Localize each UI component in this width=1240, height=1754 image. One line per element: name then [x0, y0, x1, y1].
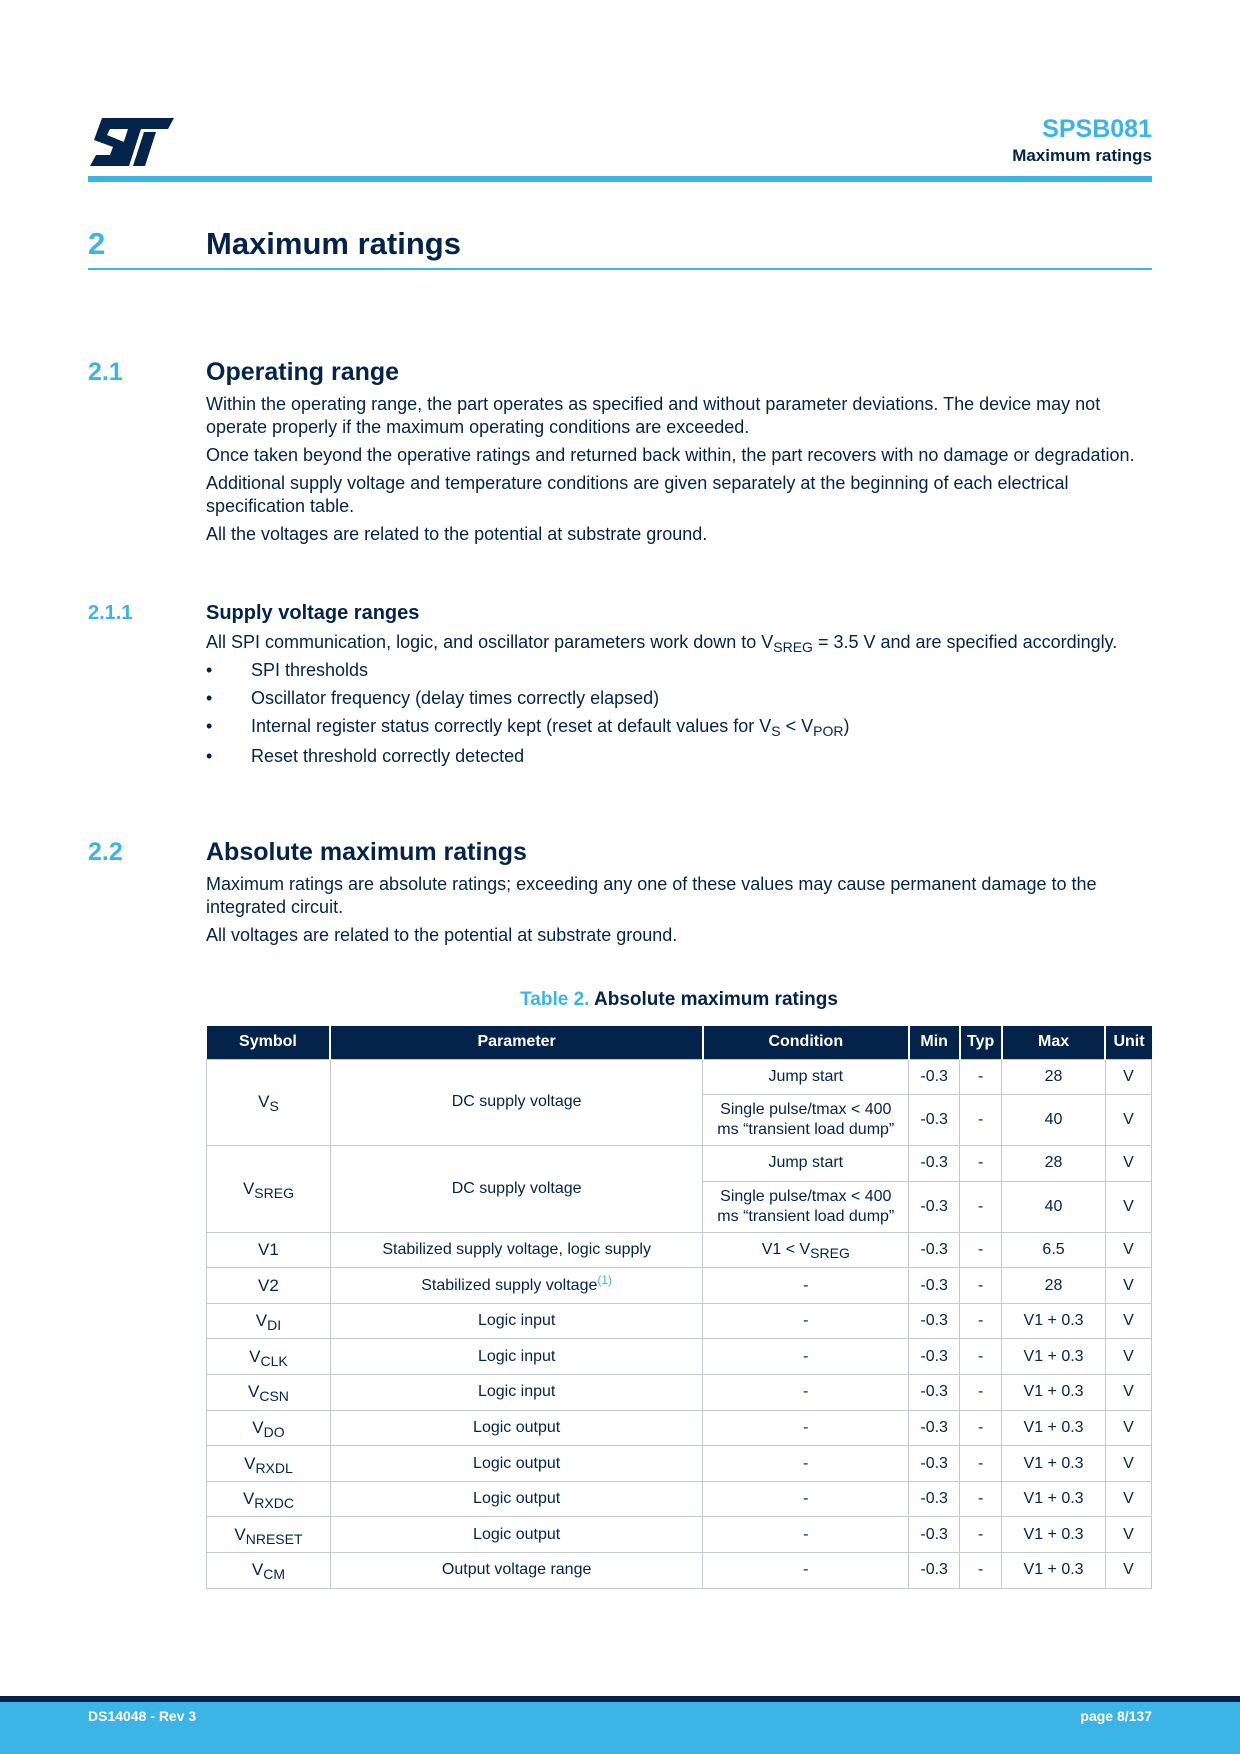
parameter-cell: Stabilized supply voltage, logic supply	[330, 1232, 702, 1268]
column-header: Min	[909, 1026, 960, 1059]
header-divider	[88, 176, 1152, 182]
section-title: Maximum ratings	[206, 226, 461, 261]
bullet-icon: •	[206, 746, 213, 766]
header-section-title: Maximum ratings	[1012, 146, 1152, 165]
table-row	[207, 1339, 1152, 1375]
parameter-cell: Output voltage range	[330, 1553, 702, 1589]
symbol-cell: $V_{SREG}$	[207, 1146, 331, 1233]
symbol-cell: $V_{DI}$	[207, 1303, 331, 1339]
unit-cell: V	[1105, 1481, 1151, 1517]
column-header: Parameter	[330, 1026, 702, 1059]
max-cell: V1 + 0.3	[1002, 1410, 1106, 1446]
unit-cell: V	[1105, 1553, 1151, 1589]
symbol-cell: V1	[207, 1232, 331, 1268]
condition-cell: $V1 < V_{SREG}$	[703, 1232, 909, 1268]
typ-cell: -	[960, 1268, 1002, 1304]
parameter-cell: DC supply voltage	[330, 1059, 702, 1146]
parameter-cell: Stabilized supply voltage$^{(1)}$	[330, 1268, 702, 1304]
footer-doc-revision: DS14048 - Rev 3	[88, 1708, 197, 1724]
supply-voltage-text	[206, 631, 1152, 773]
condition-cell: -	[703, 1268, 909, 1304]
symbol-cell: $V_{NRESET}$	[207, 1517, 331, 1553]
bullet-item: • SPI thresholds	[206, 660, 369, 680]
subsection-number: 2.2	[88, 838, 123, 866]
min-cell: -0.3	[909, 1446, 960, 1482]
paragraph: All voltages are related to the potential at substrate ground.	[206, 925, 678, 945]
typ-cell: -	[960, 1410, 1002, 1446]
condition-cell: -	[703, 1410, 909, 1446]
footnote-link[interactable]: (1)	[597, 1272, 613, 1287]
paragraph: Within the operating range, the part operates as specified and without parameter deviations. The device may not operate properly if the maximum operating conditions are exceeded.	[206, 394, 1101, 437]
paragraph: All the voltages are related to the potential at substrate ground.	[206, 524, 708, 544]
min-cell: -0.3	[909, 1517, 960, 1553]
unit-cell: V	[1105, 1059, 1151, 1095]
unit-cell: V	[1105, 1410, 1151, 1446]
max-cell: V1 + 0.3	[1002, 1303, 1106, 1339]
typ-cell: -	[960, 1181, 1002, 1232]
min-cell: -0.3	[909, 1232, 960, 1268]
unit-cell: V	[1105, 1517, 1151, 1553]
typ-cell: -	[960, 1095, 1002, 1146]
condition-cell: Single pulse/tmax < 400 ms “transient load dump”	[703, 1095, 909, 1146]
subsection-title: Absolute maximum ratings	[206, 838, 527, 866]
document-id: SPSB081	[1042, 115, 1152, 143]
max-cell: V1 + 0.3	[1002, 1481, 1106, 1517]
symbol-cell: $V_{CM}$	[207, 1553, 331, 1589]
page-header	[1012, 114, 1152, 166]
table-row	[207, 1232, 1152, 1268]
paragraph: Additional supply voltage and temperature conditions are given separately at the beginning of each electrical specification table.	[206, 473, 1069, 516]
max-cell: V1 + 0.3	[1002, 1375, 1106, 1411]
bullet-item: • Internal register status correctly kept (reset at default values for $V_S < V_{POR}$)	[206, 716, 850, 739]
unit-cell: V	[1105, 1232, 1151, 1268]
table-header-row	[207, 1026, 1152, 1059]
paragraph: Maximum ratings are absolute ratings; exceeding any one of these values may cause permanent damage to the integrated circuit.	[206, 874, 1097, 917]
condition-cell: -	[703, 1553, 909, 1589]
parameter-cell: Logic output	[330, 1481, 702, 1517]
symbol-cell: $V_{CSN}$	[207, 1375, 331, 1411]
symbol-cell: V2	[207, 1268, 331, 1304]
unit-cell: V	[1105, 1446, 1151, 1482]
condition-cell: -	[703, 1303, 909, 1339]
bullet-item: • Oscillator frequency (delay times correctly elapsed)	[206, 688, 660, 708]
unit-cell: V	[1105, 1375, 1151, 1411]
max-cell: 6.5	[1002, 1232, 1106, 1268]
absolute-max-ratings-table	[206, 1026, 1152, 1589]
column-header: Unit	[1105, 1026, 1151, 1059]
typ-cell: -	[960, 1339, 1002, 1375]
subsection-number: 2.1	[88, 358, 123, 386]
parameter-cell: Logic output	[330, 1517, 702, 1553]
typ-cell: -	[960, 1059, 1002, 1095]
subsection-title: Operating range	[206, 358, 400, 386]
subsubsection-title: Supply voltage ranges	[206, 602, 420, 624]
paragraph: Once taken beyond the operative ratings and returned back within, the part recovers with no damage or degradation.	[206, 445, 1135, 465]
unit-cell: V	[1105, 1146, 1151, 1182]
min-cell: -0.3	[909, 1553, 960, 1589]
table-row	[207, 1375, 1152, 1411]
column-header: Max	[1002, 1026, 1106, 1059]
section-number: 2	[88, 226, 106, 261]
min-cell: -0.3	[909, 1181, 960, 1232]
condition-cell: -	[703, 1339, 909, 1375]
parameter-cell: Logic output	[330, 1410, 702, 1446]
max-cell: 40	[1002, 1181, 1106, 1232]
st-logo	[88, 118, 174, 166]
min-cell: -0.3	[909, 1339, 960, 1375]
typ-cell: -	[960, 1517, 1002, 1553]
symbol-cell: $V_{RXDL}$	[207, 1446, 331, 1482]
max-cell: V1 + 0.3	[1002, 1446, 1106, 1482]
typ-cell: -	[960, 1232, 1002, 1268]
parameter-cell: Logic input	[330, 1303, 702, 1339]
symbol-cell: $V_{RXDC}$	[207, 1481, 331, 1517]
table-row	[207, 1268, 1152, 1304]
condition-cell: Single pulse/tmax < 400 ms “transient load dump”	[703, 1181, 909, 1232]
condition-cell: Jump start	[703, 1146, 909, 1182]
typ-cell: -	[960, 1375, 1002, 1411]
min-cell: -0.3	[909, 1481, 960, 1517]
operating-range-text	[206, 393, 1152, 551]
absolute-ratings-text	[206, 873, 1152, 952]
unit-cell: V	[1105, 1095, 1151, 1146]
condition-cell: -	[703, 1481, 909, 1517]
min-cell: -0.3	[909, 1375, 960, 1411]
typ-cell: -	[960, 1481, 1002, 1517]
footer-page-number: page 8/137	[1080, 1708, 1152, 1724]
parameter-cell: Logic output	[330, 1446, 702, 1482]
unit-cell: V	[1105, 1181, 1151, 1232]
max-cell: 40	[1002, 1095, 1106, 1146]
table-row	[207, 1446, 1152, 1482]
unit-cell: V	[1105, 1303, 1151, 1339]
max-cell: 28	[1002, 1268, 1106, 1304]
max-cell: 28	[1002, 1059, 1106, 1095]
max-cell: V1 + 0.3	[1002, 1517, 1106, 1553]
bullet-icon: •	[206, 716, 213, 736]
typ-cell: -	[960, 1303, 1002, 1339]
min-cell: -0.3	[909, 1410, 960, 1446]
typ-cell: -	[960, 1446, 1002, 1482]
parameter-cell: Logic input	[330, 1375, 702, 1411]
unit-cell: V	[1105, 1268, 1151, 1304]
table-row	[207, 1303, 1152, 1339]
bullet-item: • Reset threshold correctly detected	[206, 746, 525, 766]
table-row	[207, 1517, 1152, 1553]
table-row	[207, 1059, 1152, 1095]
bullet-icon: •	[206, 660, 213, 680]
unit-cell: V	[1105, 1339, 1151, 1375]
table-caption: Table 2. Absolute maximum ratings	[520, 989, 838, 1010]
condition-cell: -	[703, 1446, 909, 1482]
min-cell: -0.3	[909, 1146, 960, 1182]
column-header: Condition	[703, 1026, 909, 1059]
bullet-icon: •	[206, 688, 213, 708]
parameter-cell: DC supply voltage	[330, 1146, 702, 1233]
table-row	[207, 1553, 1152, 1589]
condition-cell: Jump start	[703, 1059, 909, 1095]
min-cell: -0.3	[909, 1303, 960, 1339]
column-header: Symbol	[207, 1026, 331, 1059]
typ-cell: -	[960, 1146, 1002, 1182]
condition-cell: -	[703, 1517, 909, 1553]
min-cell: -0.3	[909, 1268, 960, 1304]
parameter-cell: Logic input	[330, 1339, 702, 1375]
max-cell: V1 + 0.3	[1002, 1339, 1106, 1375]
symbol-cell: $V_{CLK}$	[207, 1339, 331, 1375]
min-cell: -0.3	[909, 1095, 960, 1146]
section-divider	[88, 268, 1152, 270]
min-cell: -0.3	[909, 1059, 960, 1095]
table-row	[207, 1146, 1152, 1182]
condition-cell: -	[703, 1375, 909, 1411]
max-cell: 28	[1002, 1146, 1106, 1182]
max-cell: V1 + 0.3	[1002, 1553, 1106, 1589]
symbol-cell: $V_{DO}$	[207, 1410, 331, 1446]
paragraph: All SPI communication, logic, and oscillator parameters work down to $V_{SREG} = 3.5$ V and are specified accordingly.	[206, 632, 1118, 655]
table-row	[207, 1481, 1152, 1517]
symbol-cell: $V_S$	[207, 1059, 331, 1146]
typ-cell: -	[960, 1553, 1002, 1589]
table-row	[207, 1410, 1152, 1446]
subsubsection-number: 2.1.1	[88, 602, 133, 624]
column-header: Typ	[960, 1026, 1002, 1059]
